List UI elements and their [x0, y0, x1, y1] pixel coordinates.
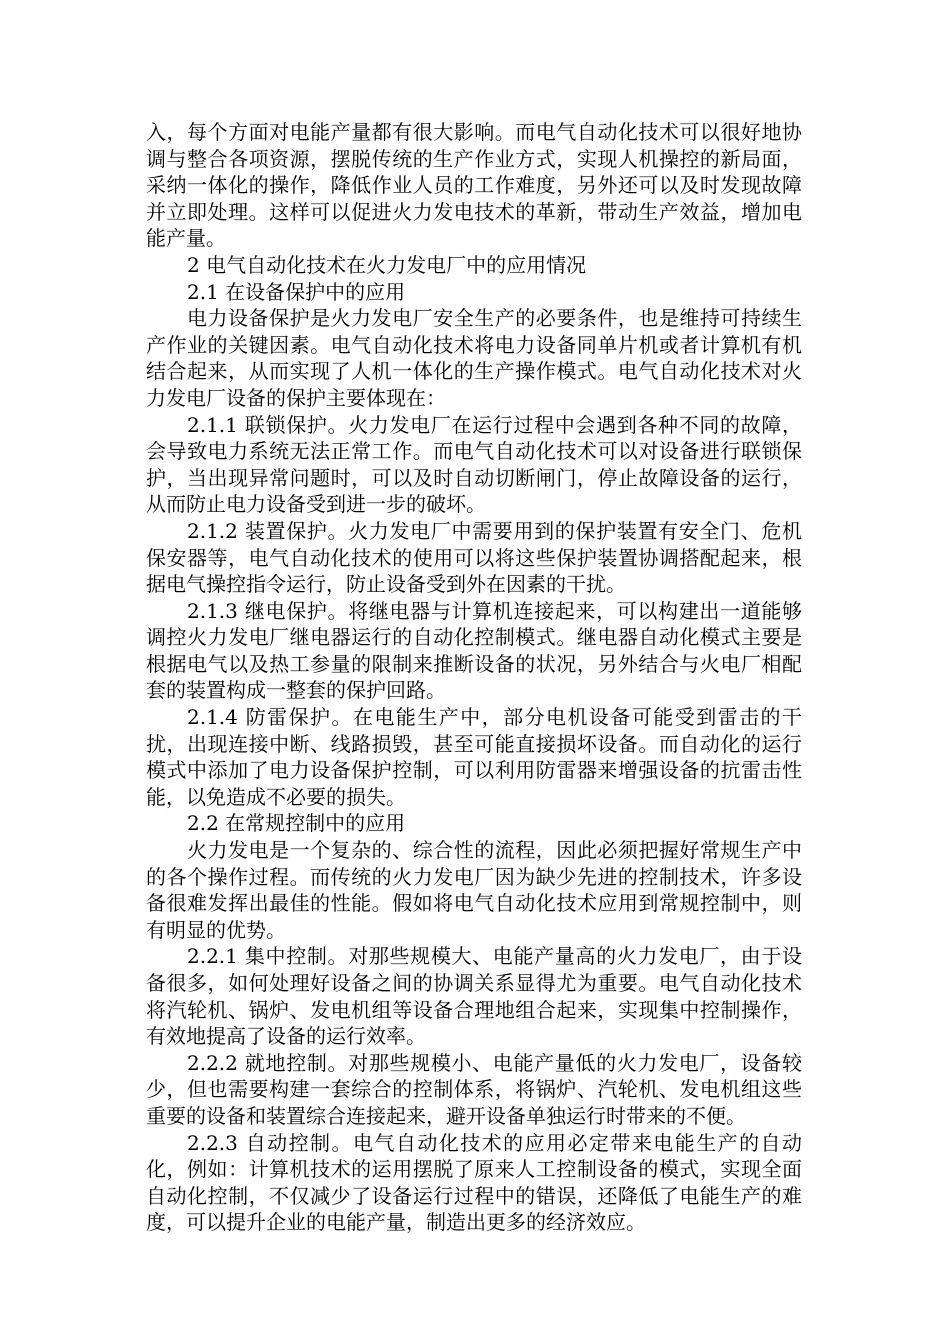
paragraph-device-protection: 2.1.2 装置保护。火力发电厂中需要用到的保护装置有安全门、危机保安器等，电气自动化技术的使用可以将这些保护装置协调搭配起来，根据电气操控指令运行，防止设备受到外在因素的干扰。 [146, 518, 802, 597]
paragraph-interlock-protection: 2.1.1 联锁保护。火力发电厂在运行过程中会遇到各种不同的故障，会导致电力系统无法正常工作。而电气自动化技术可以对设备进行联锁保护，当出现异常问题时，可以及时自动切断闸门，停止故障设备的运行，从而防止电力设备受到进一步的破坏。 [146, 412, 802, 517]
document-body [146, 119, 802, 1236]
paragraph-relay-protection: 2.1.3 继电保护。将继电器与计算机连接起来，可以构建出一道能够调控火力发电厂继电器运行的自动化控制模式。继电器自动化模式主要是根据电气以及热工参量的限制来推断设备的状况，另外结合与火电厂相配套的装置构成一整套的保护回路。 [146, 598, 802, 703]
paragraph-routine-control: 火力发电是一个复杂的、综合性的流程，因此必须把握好常规生产中的各个操作过程。而传统的火力发电厂因为缺少先进的控制技术，许多设备很难发挥出最佳的性能。假如将电气自动化技术应用到常规控制中，则有明显的优势。 [146, 838, 802, 942]
paragraph-lightning-protection: 2.1.4 防雷保护。在电能生产中，部分电机设备可能受到雷击的干扰，出现连接中断、线路损毁，甚至可能直接损坏设备。而自动化的运行模式中添加了电力设备保护控制，可以利用防雷器来增强设备的抗雷击性能，以免造成不必要的损失。 [146, 705, 802, 809]
section-heading-2: 2 电气自动化技术在火力发电厂中的应用情况 [187, 252, 587, 277]
paragraph-automatic-control: 2.2.3 自动控制。电气自动化技术的应用必定带来电能生产的自动化，例如：计算机技术的运用摆脱了原来人工控制设备的模式，实现全面自动化控制，不仅减少了设备运行过程中的错误，还降低了电能生产的难度，可以提升企业的电能产量，制造出更多的经济效应。 [146, 1130, 802, 1235]
paragraph-centralized-control: 2.2.1 集中控制。对那些规模大、电能产量高的火力发电厂，由于设备很多，如何处理好设备之间的协调关系显得尤为重要。电气自动化技术将汽轮机、锅炉、发电机组等设备合理地组合起来，实现集中控制操作，有效地提高了设备的运行效率。 [146, 944, 802, 1049]
paragraph-intro-continuation: 入，每个方面对电能产量都有很大影响。而电气自动化技术可以很好地协调与整合各项资源，摆脱传统的生产作业方式，实现人机操控的新局面，采纳一体化的操作，降低作业人员的工作难度，另外还可以及时发现故障并立即处理。这样可以促进火力发电技术的革新，带动生产效益，增加电能产量。 [146, 120, 802, 251]
paragraph-equipment-protection: 电力设备保护是火力发电厂安全生产的必要条件，也是维持可持续生产作业的关键因素。电气自动化技术将电力设备同单片机或者计算机有机结合起来，从而实现了人机一体化的生产操作模式。电气自动化技术对火力发电厂设备的保护主要体现在： [146, 306, 802, 410]
paragraph-local-control: 2.2.2 就地控制。对那些规模小、电能产量低的火力发电厂，设备较少，但也需要构建一套综合的控制体系，将锅炉、汽轮机、发电机组这些重要的设备和装置综合连接起来，避开设备单独运行时带来的不便。 [146, 1050, 802, 1128]
subsection-heading-2-1: 2.1 在设备保护中的应用 [187, 279, 406, 304]
subsection-heading-2-2: 2.2 在常规控制中的应用 [187, 811, 406, 836]
